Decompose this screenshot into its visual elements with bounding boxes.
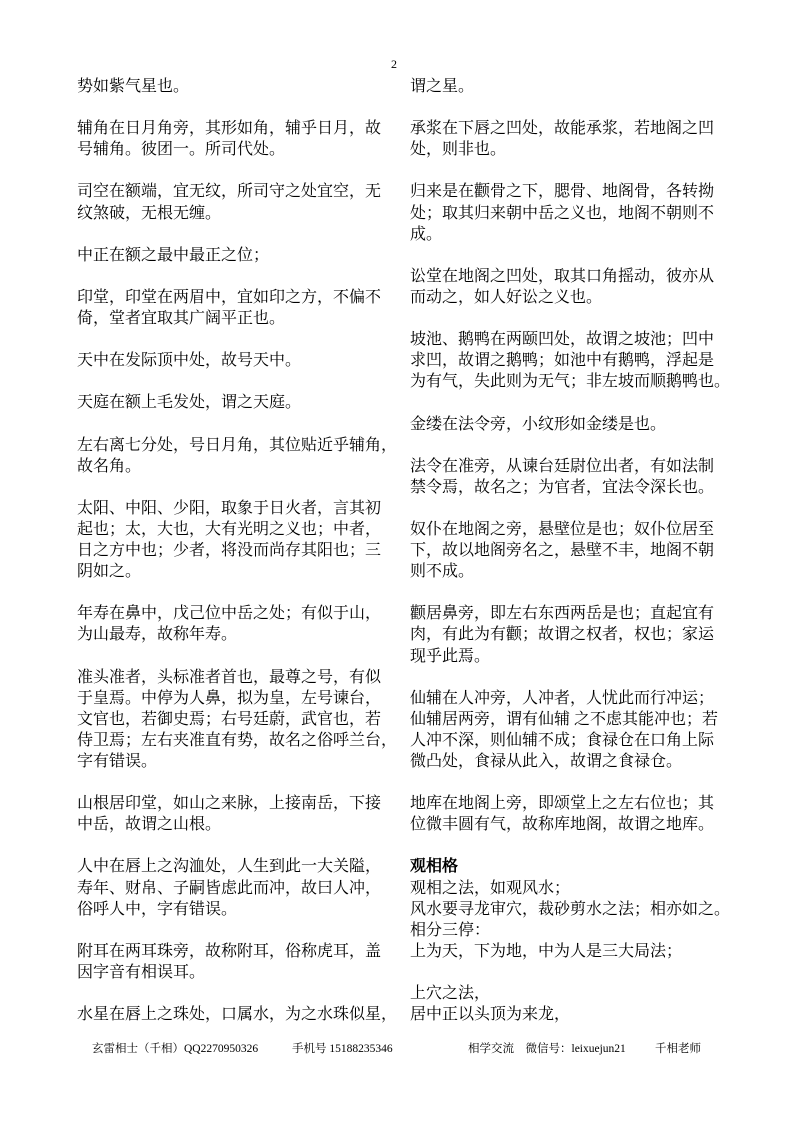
- text-line: 位微丰圆有气，故称库地阁，故谓之地库。: [410, 816, 715, 834]
- text-line: 左右离七分处，号日月角，其位贴近乎辅角，: [77, 436, 398, 454]
- paragraph: [77, 245, 403, 266]
- text-line: 则不成。: [410, 563, 475, 581]
- paragraph: [410, 329, 736, 392]
- paragraph: [77, 941, 403, 983]
- section-guanxiangge: [410, 856, 736, 1025]
- footer-author: 玄雷相士（千相）QQ2270950326: [92, 1043, 259, 1055]
- text-line: 求凹，故谓之鹅鸭；如池中有鹅鸭，浮起是: [410, 352, 715, 370]
- text-line: 司空在额端，宜无纹，所司守之处宜空，无: [77, 183, 382, 201]
- paragraph: [77, 76, 403, 97]
- text-line: 于皇焉。中停为人鼻，拟为皇，左号谏台，: [77, 689, 382, 707]
- paragraph: [77, 435, 403, 477]
- paragraph: [410, 181, 736, 244]
- text-line: 辅角在日月角旁，其形如角，辅乎日月，故: [77, 120, 382, 138]
- section-line: [410, 962, 736, 983]
- footer-exchange: 相学交流 微信号：leixuejun21: [468, 1043, 626, 1055]
- paragraph: [77, 392, 403, 413]
- paragraph: [77, 603, 403, 645]
- text-line: 处，则非也。: [410, 141, 507, 159]
- text-line: 承浆在下唇之凹处，故能承浆，若地阁之凹: [410, 120, 715, 138]
- text-line: 起也；太，大也，大有光明之义也；中者，: [77, 520, 382, 538]
- paragraph: [410, 76, 736, 97]
- text-line: 阴如之。: [77, 563, 142, 581]
- text-line: 人中在唇上之沟洫处，人生到此一大关隘，: [77, 858, 382, 876]
- text-line: 处；取其归来朝中岳之义也，地阁不朝则不: [410, 204, 715, 222]
- footer-teacher: 千相老师: [655, 1043, 701, 1055]
- text-line: 天庭在额上毛发处，谓之天庭。: [77, 394, 302, 412]
- text-line: 人冲不深，则仙辅不成；食禄仓在口角上际: [410, 731, 715, 749]
- paragraph: [410, 793, 736, 835]
- text-line: 寿年、财帛、子嗣皆虑此而冲，故曰人冲，: [77, 879, 382, 897]
- text-line: 字有错误。: [77, 753, 158, 770]
- text-line: 印堂，印堂在两眉中，宜如印之方，不偏不: [77, 288, 382, 306]
- text-line: 附耳在两耳珠旁，故称附耳，俗称虎耳，盖: [77, 942, 382, 960]
- text-line: 金缕在法令旁，小纹形如金缕是也。: [410, 415, 667, 433]
- paragraph: [77, 498, 403, 582]
- text-line: 坡池、鹅鸭在两颐凹处，故谓之坡池；凹中: [410, 331, 715, 349]
- right-column: [410, 76, 736, 1025]
- text-line: 天中在发际顶中处，故号天中。: [77, 352, 302, 370]
- section-line: 上穴之法，: [410, 985, 491, 1003]
- paragraph: [77, 667, 403, 772]
- text-line: 颧居鼻旁，即左右东西两岳是也；直起宜有: [410, 605, 715, 623]
- text-line: 年寿在鼻中，戊己位中岳之处；有似于山，: [77, 605, 382, 623]
- paragraph: [77, 793, 403, 835]
- paragraph: [77, 287, 403, 329]
- text-line: 谓之星。: [410, 78, 475, 95]
- text-line: 故名角。: [77, 457, 142, 475]
- text-line: 下，故以地阁旁名之，悬壁不丰，地阁不朝: [410, 542, 715, 560]
- text-line: 微凸处，食禄从此入，故谓之食禄仓。: [410, 753, 683, 770]
- paragraph: [410, 603, 736, 666]
- text-line: 奴仆在地阁之旁，悬壁位是也；奴仆位居至: [410, 520, 715, 538]
- text-line: 法令在准旁，从谏台廷尉位出者，有如法制: [410, 457, 715, 475]
- text-line: 侍卫焉；左右夹准直有势，故名之俗呼兰台，: [77, 731, 398, 749]
- text-line: 太阳、中阳、少阳，取象于日火者，言其初: [77, 499, 382, 517]
- text-line: 肉，有此为有颧；故谓之权者，权也；家运: [410, 626, 715, 644]
- text-line: 禁令焉，故名之；为官者，宜法令深长也。: [410, 478, 715, 496]
- paragraph: [77, 181, 403, 223]
- text-line: 势如紫气星也。: [77, 78, 190, 95]
- paragraph: [77, 118, 403, 160]
- text-line: 倚，堂者宜取其广阔平正也。: [77, 310, 286, 328]
- section-line: 居中正以头顶为来龙，: [410, 1006, 571, 1024]
- text-line: 山根居印堂，如山之来脉，上接南岳，下接: [77, 795, 382, 813]
- text-line: 俗呼人中，字有错误。: [77, 900, 238, 918]
- section-line: 观相之法，如观风水；: [410, 879, 571, 897]
- paragraph: [77, 856, 403, 919]
- paragraph: [410, 266, 736, 308]
- text-line: 成。: [410, 225, 443, 243]
- text-line: 号辅角。彼团一。所司代处。: [77, 141, 286, 159]
- section-line: 风水要寻龙审穴，裁砂剪水之法；相亦如之。: [410, 900, 731, 918]
- text-line: 日之方中也；少者，将没而尚存其阳也；三: [77, 542, 382, 560]
- footer-phone: 手机号 15188235346: [292, 1043, 393, 1055]
- text-line: 中岳，故谓之山根。: [77, 816, 222, 834]
- paragraph: [410, 456, 736, 498]
- text-line: 准头准者，头标准者首也，最尊之号，有似: [77, 668, 382, 686]
- text-line: 文官也，若御史焉；右号廷蔚，武官也，若: [77, 710, 382, 728]
- text-line: 水星在唇上之珠处，口属水，为之水珠似星，: [77, 1006, 398, 1024]
- paragraph: [410, 414, 736, 435]
- paragraph: [410, 118, 736, 160]
- text-line: 地库在地阁上旁，即颂堂上之左右位也；其: [410, 795, 715, 813]
- left-column: [77, 76, 403, 1046]
- text-line: 仙辅在人冲旁，人冲者，人忧此而行冲运；: [410, 689, 715, 707]
- text-line: 纹煞破，无根无缠。: [77, 204, 222, 222]
- text-line: 中正在额之最中最正之位；: [77, 246, 270, 264]
- text-line: 讼堂在地阁之凹处，取其口角摇动，彼亦从: [410, 267, 715, 285]
- paragraph: [410, 519, 736, 582]
- paragraph: [410, 688, 736, 772]
- text-line: 仙辅居两旁，谓有仙辅 之不虑其能冲也；若: [410, 710, 719, 728]
- section-line: 相分三停：: [410, 921, 491, 939]
- text-line: 归来是在颧骨之下，腮骨、地阁骨，各转拗: [410, 183, 715, 201]
- text-line: 为山最寿，故称年寿。: [77, 626, 238, 644]
- text-line: 而动之，如人好讼之义也。: [410, 288, 603, 306]
- text-line: 为有气，失此则为无气；非左坡而顺鹅鸭也。: [410, 373, 731, 391]
- paragraph: [77, 1004, 403, 1025]
- page-number: 2: [391, 57, 397, 71]
- paragraph: [77, 350, 403, 371]
- text-line: 现乎此焉。: [410, 647, 491, 665]
- section-heading: 观相格: [410, 858, 459, 876]
- section-line: 上为天，下为地，中为人是三大局法；: [410, 942, 683, 960]
- text-line: 因字音有相误耳。: [77, 963, 206, 981]
